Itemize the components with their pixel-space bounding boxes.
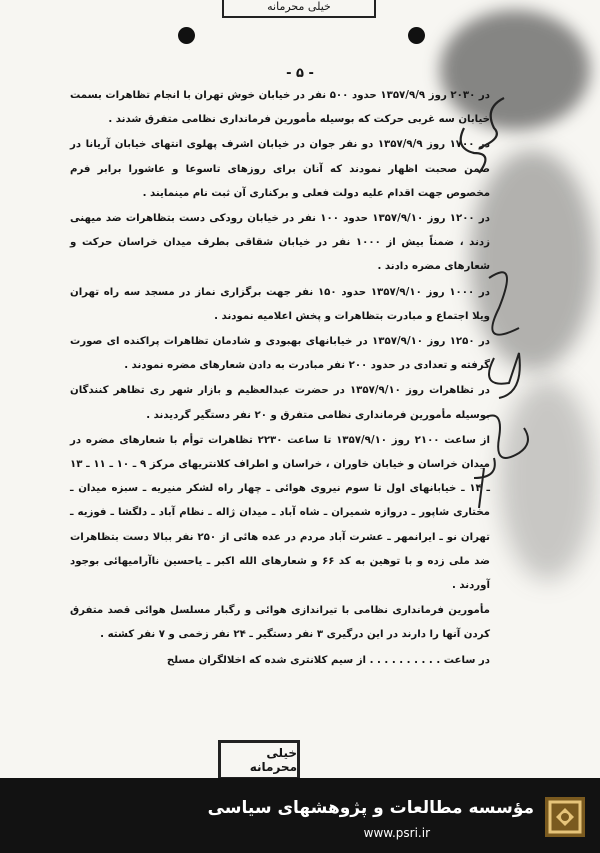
paragraph: در ۱۷۰۰ روز ۱۳۵۷/۹/۹ دو نفر جوان در خیابان اشرف پهلوی انتهای خیابان آریانا در ضمن صحبت اظهار نمودند که آنان برای روزهای تاسوعا و عاشورا برابر فرم مخصوص جهت اقدام علیه دولت فعلی و برکناری آن ثبت نام مینمایند .	[70, 139, 491, 199]
bottom-classification-stamp: خیلی محرمانه	[218, 740, 300, 780]
punch-hole-right	[408, 27, 425, 44]
paragraph: مأمورین فرمانداری نظامی با تیراندازی هوائی و رگبار مسلسل هوائی قصد متفرق کردن آنها را دارند در این درگیری ۳ نفر دستگیر ـ ۲۴ نفر زخمی و ۷ نفر کشته .	[70, 605, 490, 641]
paragraph: در ۱۰۰۰ روز ۱۳۵۷/۹/۱۰ حدود ۱۵۰ نفر جهت برگزاری نماز در مسجد سه راه تهران ویلا اجتماع و مبادرت بتظاهرات و پخش اعلامیه نمودند .	[70, 286, 491, 322]
website-link[interactable]: www.psri.ir	[363, 826, 430, 840]
handwritten-margin-annotation	[444, 58, 594, 658]
paragraph: از ساعت ۲۱۰۰ روز ۱۳۵۷/۹/۱۰ تا ساعت ۲۲۳۰ تظاهرات توأم با شعارهای مضره در میدان خراسان و خیابان خاوران ، خراسان و اطراف کلانتریهای مرکز ۹ ـ ۱۰ ـ ۱۱ ـ ۱۳ ـ ۱۴ ـ خیابانهای اول تا سوم نیروی هوائی ـ چهار راه لشکر منیریه ـ سبزه میدان ـ مختاری شاپور ـ دروازه شمیران ـ شاه آباد ـ میدان ژاله ـ نظام آباد ـ دلگشا ـ فوزیه ـ تهران نو ـ ایرانمهر ـ عشرت آباد مردم در عده هائی از ۲۵۰ نفر ببالا دست بتظاهرات ضد ملی زده و با توهین به کد ۶۶ و شعارهای الله اکبر ـ یاحسین ناآرامیهائی بوجود آوردند .	[70, 434, 491, 592]
paragraph: در ۲۰۳۰ روز ۱۳۵۷/۹/۹ حدود ۵۰۰ نفر در خیابان خوش تهران با انجام تظاهرات بسمت خیابان سه غربی حرکت که بوسیله مأمورین فرمانداری نظامی متفرق شدند .	[70, 90, 490, 126]
paragraph: در تظاهرات روز ۱۳۵۷/۹/۱۰ در حضرت عبدالعظیم و بازار شهر ری تظاهر کنندگان بوسیله مأمورین فرمانداری نظامی متفرق و ۲۰ نفر دستگیر گردیدند .	[70, 385, 490, 421]
paragraph: در ۱۲۵۰ روز ۱۳۵۷/۹/۱۰ در خیابانهای بهبودی و شادمان تظاهرات پراکنده ای صورت گرفته و تعدادی در حدود ۲۰۰ نفر مبادرت به دادن شعارهای مضره نمودند .	[70, 336, 491, 372]
institute-logo-icon	[544, 796, 586, 838]
page-number: - ۵ -	[286, 66, 314, 81]
paragraph: در ساعت . . . . . . . . . . از سیم کلانتری شده که اخلالگران مسلح	[166, 654, 490, 666]
top-classification-stamp: خیلی محرمانه	[222, 0, 376, 18]
paragraph: در ۱۲۰۰ روز ۱۳۵۷/۹/۱۰ حدود ۱۰۰ نفر در خیابان رودکی دست بتظاهرات ضد میهنی زدند ، ضمناً بیش از ۱۰۰۰ نفر در خیابان شقاقی بطرف میدان خراسان حرکت و شعارهای مضره دادند .	[70, 213, 491, 273]
watermark-footer	[0, 778, 600, 853]
document-body	[70, 84, 490, 673]
punch-hole-left	[178, 27, 195, 44]
institute-name: مؤسسه مطالعات و پژوهشهای سیاسی	[207, 798, 534, 818]
